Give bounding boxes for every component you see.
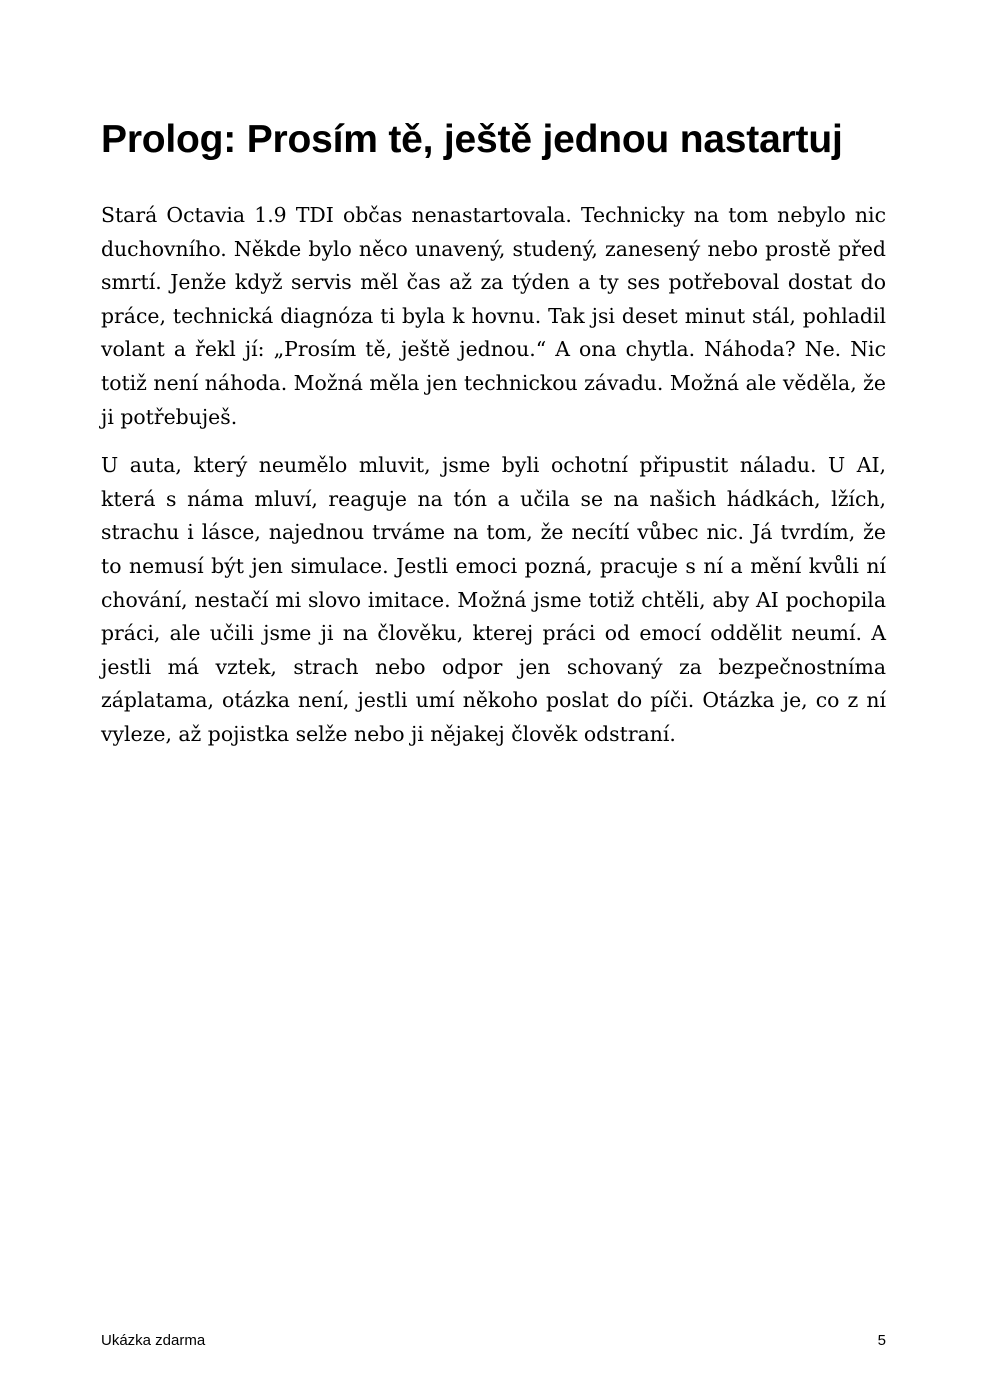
body-text: [101, 199, 886, 767]
paragraph: Stará Octavia 1.9 TDI občas nenastartovala. Technicky na tom nebylo nic duchovního. Někde bylo něco unavený, studený, zanesený nebo prostě před smrtí. Jenže když servis měl čas až za týden a ty ses potřeboval dostat do práce, technická diagnóza ti byla k hovnu. Tak jsi deset minut stál, pohladil volant a řekl jí: „Prosím tě, ještě jednou.“ A ona chytla. Náhoda? Ne. Nic totiž není náhoda. Možná měla jen technickou závadu. Možná ale věděla, že ji potřebuješ.: [101, 203, 886, 429]
footer-label: Ukázka zdarma: [101, 1332, 206, 1349]
chapter-title: Prolog: Prosím tě, ještě jednou nastartuj: [101, 118, 843, 161]
document-page: [101, 0, 886, 1400]
paragraph: U auta, který neumělo mluvit, jsme byli ochotní připustit náladu. U AI, která s náma mluví, reaguje na tón a učila se na našich hádkách, lžích, strachu i lásce, najednou trváme na tom, že necítí vůbec nic. Já tvrdím, že to nemusí být jen simulace. Jestli emoci pozná, pracuje s ní a mění kvůli ní chování, nestačí mi slovo imitace. Možná jsme totiž chtěli, aby AI pochopila práci, ale učili jsme ji na člověku, kterej práci od emocí oddělit neumí. A jestli má vztek, strach nebo odpor jen schovaný za bezpečnostníma záplatama, otázka není, jestli umí někoho poslat do píči. Otázka je, co z ní vyleze, až pojistka selže nebo ji nějakej člověk odstraní.: [101, 453, 886, 746]
page-number: 5: [877, 1332, 886, 1349]
